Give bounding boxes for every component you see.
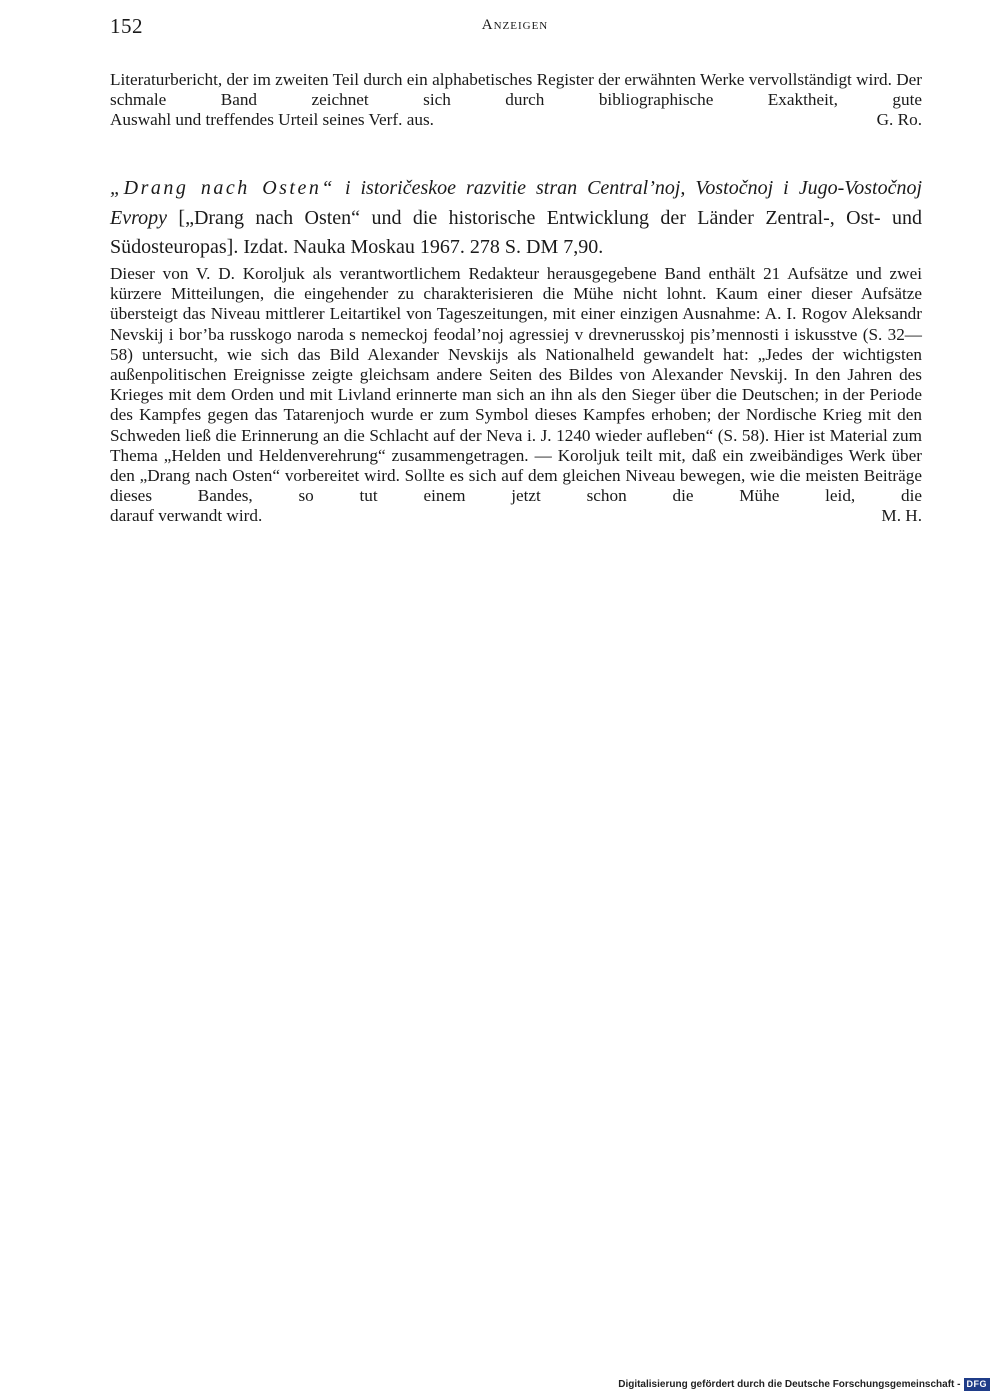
page-number: 152: [110, 14, 143, 38]
previous-review-text: Literaturbericht, der im zweiten Teil durch ein alphabetisches Register der erwähnten Werke vervollständigt wird. Der schmale Band zeichnet sich durch bibliographische Exaktheit, gute: [110, 70, 922, 110]
digitization-footer: [618, 1378, 990, 1391]
reviewer-signature: G. Ro.: [876, 110, 922, 130]
review-last-line: [110, 506, 922, 526]
review-body-text: Dieser von V. D. Koroljuk als verantwortlichem Redakteur herausgegebene Band enthält 21 Aufsätze und zwei kürzere Mitteilungen, die eingehender zu charakterisieren die Mühe nicht lohnt. Kaum einer dieser Aufsätze übersteigt das Niveau mittlerer Leitartikel von Tageszeitungen, mit einer einzigen Ausnahme: A. I. Rogov Aleksandr Nevskij i bor’ba russkogo naroda s nemeckoj feodal’noj agressiej v drevnerusskoj pis’mennosti i iskusstve (S. 32—58) untersucht, wie sich das Bild Alexander Nevskijs als Nationalheld gewandelt hat: „Jedes der wichtigsten außenpolitischen Ereignisse zeigte gleichsam andere Seiten des Bildes von Alexander Nevskij. In den Jahren des Krieges mit dem Orden und mit Livland erinnerte man sich an ihn als den Sieger über die Deutschen; in der Periode des Kampfes gegen das Tatarenjoch wurde er zum Symbol dieses Kampfes erhoben; der Nordische Krieg mit den Schweden ließ die Erinnerung an die Schlacht auf der Neva i. J. 1240 wieder aufleben“ (S. 58). Hier ist Material zum Thema „Helden und Heldenverehrung“ zusammengetragen. — Koroljuk teilt mit, daß ein zweibändiges Werk über den „Drang nach Osten“ vorbereitet wird. Sollte es sich auf dem gleichen Niveau bewegen, wie die meisten Beiträge dieses Bandes, so tut einem jetzt schon die Mühe leid, die: [110, 264, 922, 506]
footer-text: Digitalisierung gefördert durch die Deutsche Forschungsgemeinschaft -: [618, 1379, 961, 1390]
review-heading: [110, 174, 922, 263]
dfg-logo: DFG: [964, 1378, 991, 1391]
running-head: Anzeigen: [481, 17, 549, 33]
review-body: [110, 264, 922, 527]
review-title-spaced: „Drang nach Osten“: [110, 177, 335, 199]
previous-review-last-text: Auswahl und treffendes Urteil seines Verf. aus.: [110, 110, 434, 130]
review-title: i istoričeskoe razvitie stran Central’noj, Vostočnoj i Jugo-Vostočnoj Evropy: [110, 177, 923, 229]
review-bibliographic-data: [„Drang nach Osten“ und die historische Entwicklung der Länder Zentral-, Ost- und Südosteuropas]. Izdat. Nauka Moskau 1967. 278 S. DM 7,90.: [110, 206, 922, 258]
previous-review-ending: [110, 70, 922, 131]
review-signature: M. H.: [881, 506, 922, 526]
previous-review-last-line: [110, 110, 922, 130]
review-last-text: darauf verwandt wird.: [110, 506, 263, 526]
